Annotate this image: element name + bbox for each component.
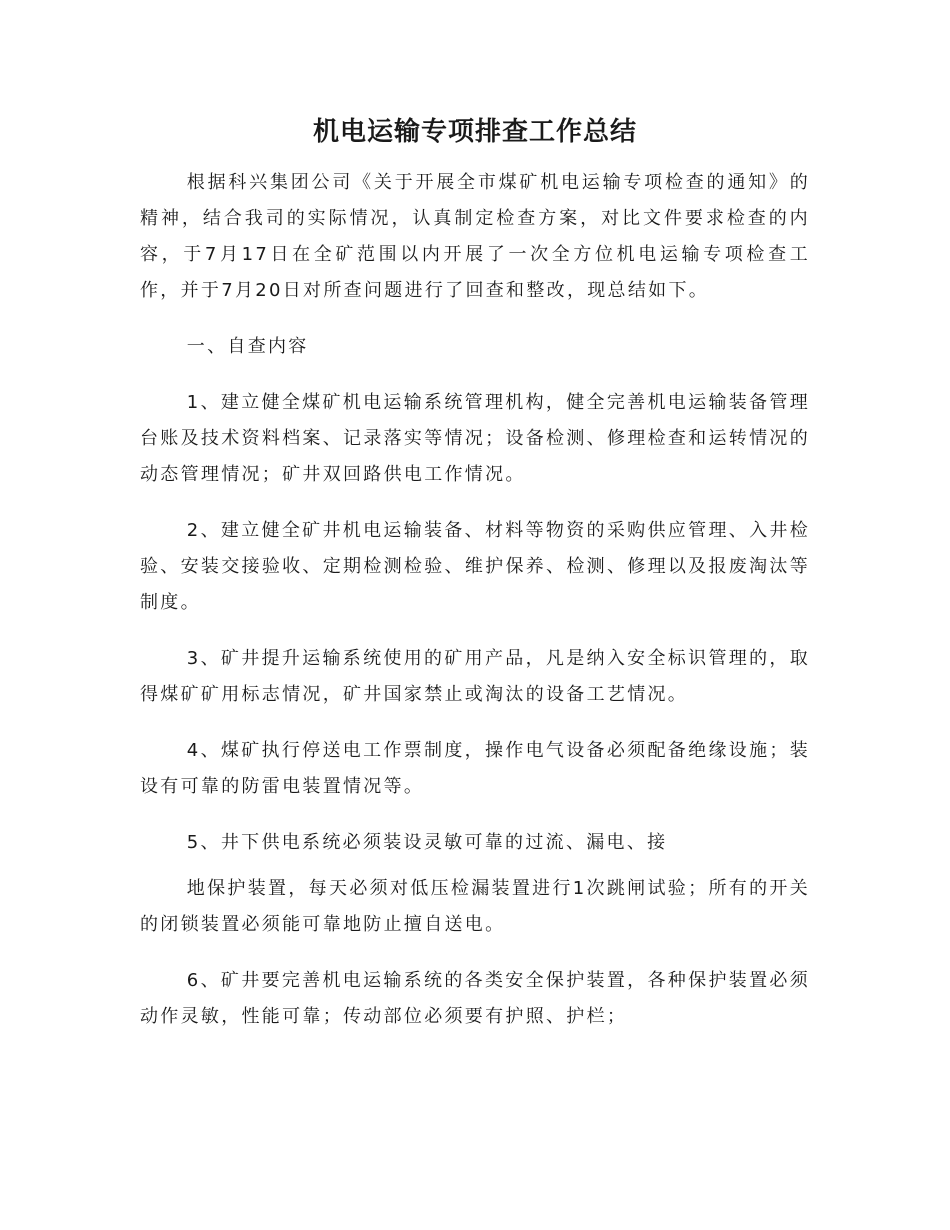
section-heading-self-check: 一、自查内容 — [186, 336, 309, 357]
paragraph-intro: 根据科兴集团公司《关于开展全市煤矿机电运输专项检查的通知》的精神，结合我司的实际情况，认真制定检查方案，对比文件要求检查的内容，于7月17日在全矿范围以内开展了一次全方位机电运输专项检查工作，并于7月20日对所查问题进行了回查和整改，现总结如下。 — [140, 172, 810, 301]
document-title: 机电运输专项排查工作总结 — [312, 117, 637, 147]
paragraph-item-2: 2、建立健全矿井机电运输装备、材料等物资的采购供应管理、入井检验、安装交接验收、定期检测检验、维护保养、检测、修理以及报废淘汰等制度。 — [140, 520, 810, 613]
document-body — [140, 165, 810, 1055]
paragraph-item-1: 1、建立健全煤矿机电运输系统管理机构，健全完善机电运输装备管理台账及技术资料档案、记录落实等情况；设备检测、修理检查和运转情况的动态管理情况；矿井双回路供电工作情况。 — [140, 392, 810, 485]
paragraph-item-5: 5、井下供电系统必须装设灵敏可靠的过流、漏电、接 — [186, 832, 668, 853]
paragraph-item-4: 4、煤矿执行停送电工作票制度，操作电气设备必须配备绝缘设施；装设有可靠的防雷电装置情况等。 — [140, 740, 810, 797]
paragraph-item-6: 6、矿井要完善机电运输系统的各类安全保护装置，各种保护装置必须动作灵敏，性能可靠；传动部位必须要有护照、护栏； — [140, 970, 810, 1027]
paragraph-item-3: 3、矿井提升运输系统使用的矿用产品，凡是纳入安全标识管理的，取得煤矿矿用标志情况，矿井国家禁止或淘汰的设备工艺情况。 — [140, 648, 810, 705]
paragraph-item-5-continued: 地保护装置，每天必须对低压检漏装置进行1次跳闸试验；所有的开关的闭锁装置必须能可靠地防止擅自送电。 — [140, 878, 810, 935]
